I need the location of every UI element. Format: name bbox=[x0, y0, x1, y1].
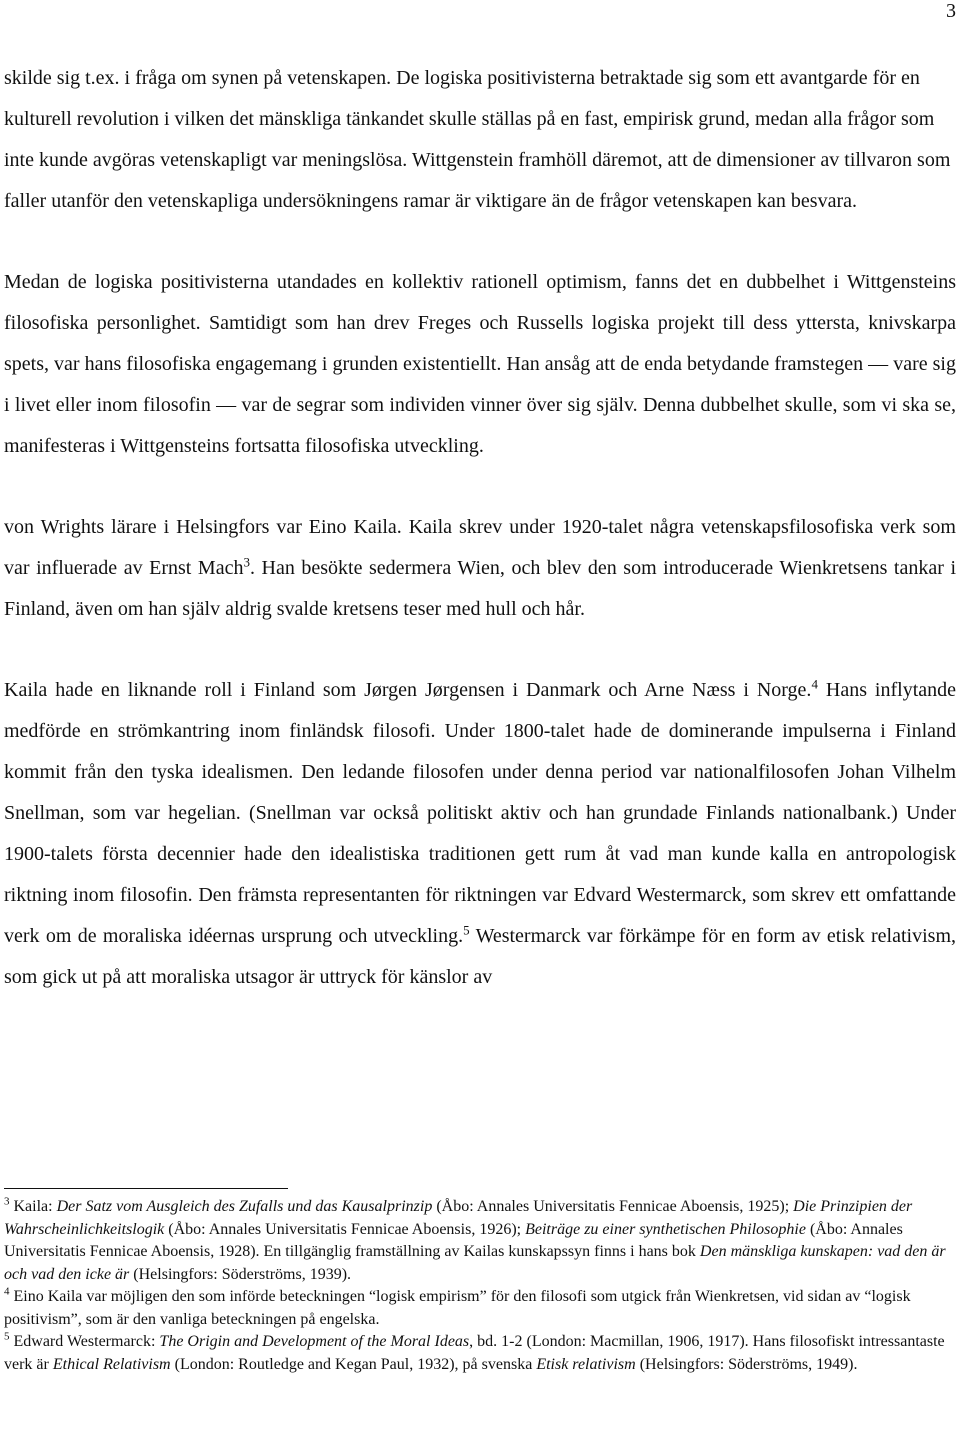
footnote-text: (Åbo: Annales Universitatis Fennicae Aboensis, 1926); bbox=[164, 1220, 526, 1238]
paragraph-text: von Wrights lärare i Helsingfors var Eino Kaila. Kaila skrev under 1920-talet några vetenskapsfilosofiska verk som var influerade av Ernst Mach bbox=[4, 516, 956, 579]
footnote-text: Edward Westermarck: bbox=[9, 1333, 160, 1350]
book-title: Den mänskliga kunskapen: vad den är och vad den icke är bbox=[4, 1243, 946, 1283]
footnote-text: (London: Routledge and Kegan Paul, 1932), på svenska bbox=[170, 1355, 537, 1373]
book-title: Der Satz vom Ausgleich des Zufalls und das Kausalprinzip bbox=[56, 1198, 433, 1215]
footnote-text: (Helsingfors: Söderströms, 1949). bbox=[635, 1355, 858, 1373]
paragraph-text: Westermarck var förkämpe för en form av etisk relativism, som gick ut på att moraliska utsagor är uttryck för känslor av bbox=[4, 925, 956, 988]
paragraph-eino-kaila bbox=[4, 507, 956, 630]
book-title: Beiträge zu einer synthetischen Philosophie bbox=[525, 1220, 806, 1238]
book-title: Etisk relativism bbox=[536, 1355, 636, 1373]
footnotes bbox=[4, 1196, 956, 1376]
footnote-separator bbox=[4, 1188, 288, 1189]
footnote-text: (Åbo: Annales Universitatis Fennicae Aboensis, 1925); bbox=[432, 1198, 794, 1215]
footnote bbox=[4, 1286, 956, 1331]
footnote-text: Eino Kaila var möjligen den som införde beteckningen “logisk empirism” för den filosofi som utgick från Wienkretsen, vid sidan av “logisk positivism”, som är den vanliga beteckningen på engelska. bbox=[4, 1288, 911, 1328]
page-number: 3 bbox=[946, 0, 956, 22]
paragraph-text: Hans inflytande medförde en strömkantring inom finländsk filosofi. Under 1800-talet hade de dominerande impulserna i Finland kommit från den tyska idealismen. Den ledande filosofen under denna period var nationalfilosofen Johan Vilhelm Snellman, som var hegelian. (Snellman var också politiskt aktiv och han grundade Finlands nationalbank.) Under 1900-talets första decennier hade den idealistiska traditionen gett rum åt vad man kunde kalla en antropologisk riktning inom filosofin. Den främsta representanten för riktningen var Edvard Westermarck, som skrev ett omfattande verk om de moraliska idéernas ursprung och utveckling. bbox=[4, 679, 957, 947]
book-title: Die Prinzipien der Wahrscheinlichkeitslogik bbox=[4, 1198, 913, 1238]
footnote-text: Kaila: bbox=[9, 1198, 57, 1215]
footnote-number: 3 bbox=[4, 1195, 10, 1208]
footnote bbox=[4, 1331, 956, 1376]
footnote-reference[interactable]: 3 bbox=[243, 554, 250, 570]
footnote-text: , bd. 1-2 (London: Macmillan, 1906, 1917). Hans filosofiskt intressantaste verk är bbox=[4, 1333, 945, 1373]
paragraph-text: Kaila hade en liknande roll i Finland som Jørgen Jørgensen i Danmark och Arne Næss i Norge. bbox=[4, 679, 812, 701]
paragraph-text: Medan de logiska positivisterna utandades en kollektiv rationell optimism, fanns det en dubbelhet i Wittgensteins filosofiska personlighet. Samtidigt som han drev Freges och Russells logiska projekt till dess yttersta, knivskarpa spets, var hans filosofiska engagemang i grunden existentiellt. Han ansåg att de enda betydande framstegen — vare sig i livet eller inom filosofin — var de segrar som individen vinner över sig själv. Denna dubbelhet skulle, som vi ska se, manifesteras i Wittgensteins fortsatta filosofiska utveckling. bbox=[4, 271, 956, 457]
footnote-text: (Helsingfors: Söderströms, 1939). bbox=[129, 1265, 352, 1283]
paragraph-text: skilde sig t.ex. i fråga om synen på vetenskapen. De logiska positivisterna betraktade sig som ett avantgarde för en kulturell revolution i vilken det mänskliga tänkandet skulle ställas på en fast, empirisk grund, medan alla frågor som inte kunde avgöras vetenskapligt var meningslösa. Wittgenstein framhöll däremot, att de dimensioner av tillvaron som faller utanför den vetenskapliga undersökningens ramar är viktigare än de frågor vetenskapen kan besvara. bbox=[4, 67, 951, 212]
paragraph-finnish-philosophy bbox=[4, 670, 956, 998]
book-title: The Origin and Development of the Moral Ideas bbox=[159, 1333, 470, 1350]
body-text bbox=[4, 58, 956, 998]
footnote-reference[interactable]: 5 bbox=[463, 922, 470, 938]
footnote bbox=[4, 1196, 956, 1286]
footnote-reference[interactable]: 4 bbox=[811, 676, 818, 692]
paragraph-wittgenstein-science bbox=[4, 58, 956, 222]
book-title: Ethical Relativism bbox=[52, 1355, 171, 1373]
paragraph-wittgenstein-duality bbox=[4, 262, 956, 467]
footnote-number: 4 bbox=[4, 1285, 10, 1298]
footnote-number: 5 bbox=[4, 1330, 10, 1343]
paragraph-text: . Han besökte sedermera Wien, och blev den som introducerade Wienkretsens tankar i Finland, även om han själv aldrig svalde kretsens teser med hull och hår. bbox=[4, 557, 956, 620]
footnote-text: (Åbo: Annales Universitatis Fennicae Aboensis, 1928). En tillgänglig framställning av Kailas kunskapssyn finns i hans bok bbox=[4, 1220, 903, 1260]
